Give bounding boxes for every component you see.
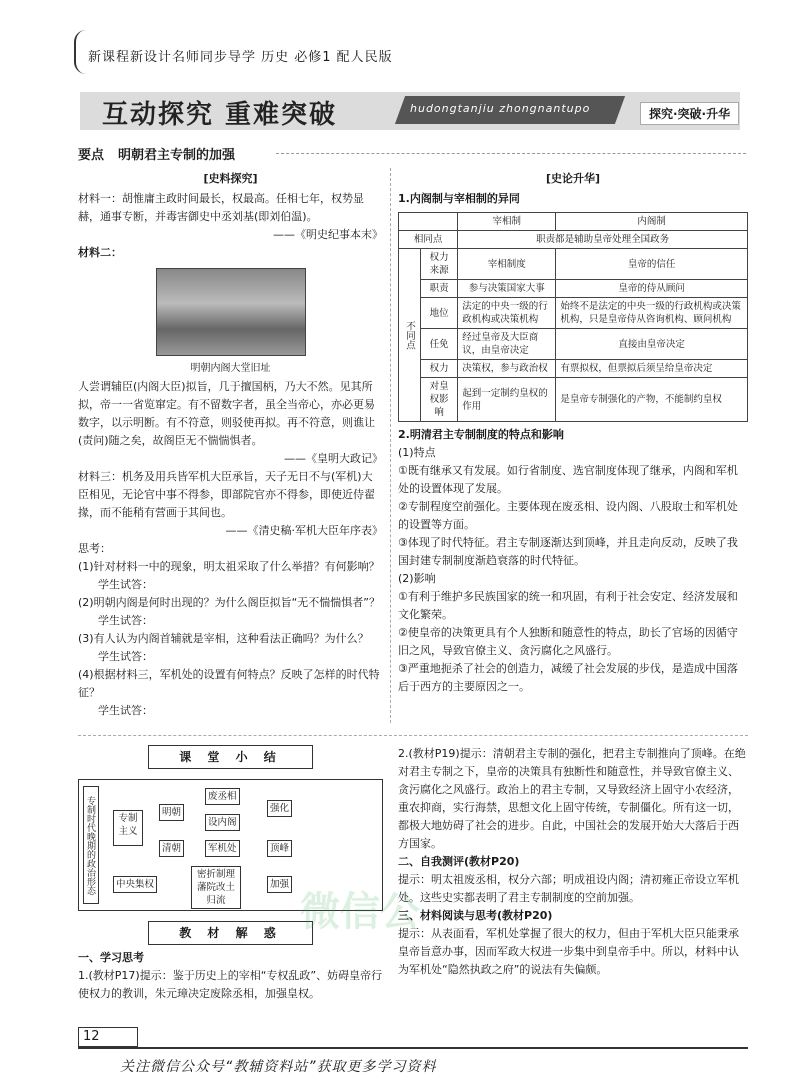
diagram-node: 顶峰 [267,840,292,857]
table-cell: 参与决策国家大事 [458,280,556,298]
table-cell: 始终不是法定的中央一级的行政机构或决策机构，只是皇帝侍从咨询机构、顾问机构 [556,298,748,329]
answer-label: 学生试答： [98,614,153,627]
table-cell: 职责都是辅助皇帝处理全国政务 [458,231,748,249]
cabinet-hall-photo [156,268,306,356]
impact-2: ②使皇帝的决策更具有个人独断和随意性的特点，助长了官场的因循守旧之风，导致官僚主义、贪污腐化之风盛行。 [398,626,738,657]
table-cell: 相同点 [399,231,458,249]
features-label: (1)特点 [398,446,436,459]
analysis-heading: [史论升华] [545,172,601,185]
table-cell: 职责 [421,280,458,298]
diagram-node: 中央集权 [113,876,157,893]
material-2: 人尝谓辅臣(内阁大臣)拟旨，几于擅国柄，乃大不然。见其所拟，帝一一省览窜定。有不留数字者，虽全当帝心，亦必更易数字，以示明断。有不符意，则驳使再拟。再不符意，则谯让(责问)随之矣，故阁臣无不惴惴惧者。 [78,380,375,447]
table-header: 内阁制 [556,213,748,231]
answer-4: 提示：从表面看，军机处掌握了很大的权力，但由于军机大臣只能秉承皇帝旨意办事，因而军政大权进一步集中到皇帝手中。所以，材料中认为军机处“隐然执政之府”的说法有失偏颇。 [398,927,739,976]
feature-2: ②专制程度空前强化。主要体现在废丞相、设内阁、八股取士和军机处的设置等方面。 [398,500,738,531]
answer-2: 2.(教材P19)提示：清朝君主专制的强化，把君主专制推向了顶峰。在绝对君主专制之下，皇帝的决策具有独断性和随意性，并导致官僚主义、贪污腐化之风盛行。政治上的君主专制，又导致经济上固守小农经济，重农抑商，实行海禁，思想文化上固守传统，专制僵化。所有这一切，都极大地妨碍了社会的进步。自此，中国社会的发展开始大大落后于西方国家。 [398,747,746,850]
left-column [78,170,383,720]
learn-heading: 一、学习思考 [78,951,144,964]
section-divider [78,735,748,736]
diagram-node: 加强 [267,876,292,893]
reading-heading: 三、材料阅读与思考(教材P20) [398,909,553,922]
impact-3: ③严重地扼杀了社会的创造力，减缓了社会发展的步伐，是造成中国落后于西方的主要原因之一。 [398,662,738,693]
table-cell: 任免 [421,329,458,360]
impact-1: ①有利于维护多民族国家的统一和巩固，有利于社会安定、经济发展和文化繁荣。 [398,590,738,621]
material-3-source: ——《清史稿·军机大臣年序表》 [225,524,383,537]
diagram-node: 明朝 [159,804,184,821]
table-header: 宰相制 [458,213,556,231]
think-label: 思考： [78,542,111,555]
question-1: (1)针对材料一中的现象，明太祖采取了什么举措？有何影响？ [78,560,380,573]
running-header: 新课程新设计名师同步导学 历史 必修1 配人民版 [88,50,393,65]
diagram-node: 军机处 [205,840,240,857]
self-test-heading: 二、自我测评(教材P20) [398,855,520,868]
table-cell: 决策权，参与政治权 [458,360,556,378]
diagram-node: 设内阁 [205,814,240,831]
answer-3: 提示：明太祖废丞相，权分六部；明成祖设内阁；清初雍正帝设立军机处。这些史实都表明了君主专制制度的空前加强。 [398,873,739,904]
diagram-node: 专制时代晚期的政治形态 [83,786,99,904]
material-2-source: ——《皇明大政记》 [284,452,383,465]
material-2-label: 材料二： [78,246,122,259]
table-cell: 不同点 [399,249,421,422]
lower-left-column [78,745,383,1003]
diagram-node: 强化 [267,800,292,817]
table-cell: 直接由皇帝决定 [556,329,748,360]
summary-title: 课 堂 小 结 [148,745,313,769]
table-cell: 起到一定制约皇权的作用 [458,378,556,422]
right-column [398,170,748,696]
question-3: (3)有人认为内阁首辅就是宰相，这种看法正确吗？为什么？ [78,632,369,645]
table-cell: 皇帝的信任 [556,249,748,280]
page-footer: 关注微信公众号“教辅资料站”获取更多学习资料 [120,1059,437,1075]
answer-1: 1.(教材P17)提示：鉴于历史上的宰相“专权乱政”、妨碍皇帝行使权力的教训，朱元璋决定废除丞相，加强皇权。 [78,969,383,1000]
material-1-source: ——《明史纪事本末》 [273,228,383,241]
lower-right-column [398,745,748,979]
table-cell: 皇帝的侍从顾问 [556,280,748,298]
impact-label: (2)影响 [398,572,436,585]
diagram-node: 专制主义 [113,810,143,846]
answer-label: 学生试答： [98,704,153,717]
feature-3: ③体现了时代特征。君主专制逐渐达到顶峰，并且走向反动，反映了我国封建专制制度渐趋衰落的时代特征。 [398,536,738,567]
question-4: (4)根据材料三，军机处的设置有何特点？反映了怎样的时代特征？ [78,668,380,699]
table-cell: 法定的中央一级的行政机构或决策机构 [458,298,556,329]
subsection-2: 2.明清君主专制制度的特点和影响 [398,428,564,441]
table-cell: 地位 [421,298,458,329]
material-3: 材料三：机务及用兵皆军机大臣承旨，天子无日不与(军机)大臣相见，无论官中事不得参，即部院官亦不得参，即使近侍翟掾，而不能稍有营画于其间也。 [78,470,375,519]
table-cell: 经过皇帝及大臣商议，由皇帝决定 [458,329,556,360]
diagram-node: 清朝 [159,840,184,857]
page-number: 12 [78,1027,138,1047]
table-cell: 对皇权影响 [421,378,458,422]
table-cell: 权力来源 [421,249,458,280]
table-cell: 权力 [421,360,458,378]
diagram-node: 废丞相 [205,788,240,805]
textbook-title: 教 材 解 惑 [148,921,313,945]
column-divider [390,168,391,723]
source-heading: [史料探究] [203,172,258,185]
keypoint-label: 要点 [78,148,105,163]
banner-title: 互动探究 重难突破 [102,100,338,130]
feature-1: ①既有继承又有发展。如行省制度、选官制度体现了继承，内阁和军机处的设置体现了发展。 [398,464,738,495]
table-cell: 是皇帝专制强化的产物，不能制约皇权 [556,378,748,422]
comparison-table [398,212,748,422]
page-rule [78,1047,748,1049]
banner-tag: 探究·突破·升华 [640,102,739,125]
table-cell: 有票拟权，但票拟后须呈给皇帝决定 [556,360,748,378]
answer-label: 学生试答： [98,650,153,663]
diagram-node: 密折制理藩院改土归流 [191,866,241,909]
table-cell: 宰相制度 [458,249,556,280]
subsection-1: 1.内阁制与宰相制的异同 [398,192,520,205]
keypoint-divider [276,153,746,154]
section-banner [80,92,740,130]
answer-label: 学生试答： [98,578,153,591]
keypoint-title: 明朝君主专制的加强 [118,148,236,163]
banner-pinyin: hudongtanjiu zhongnantupo [410,102,591,115]
photo-caption: 明朝内阁大堂旧址 [190,363,271,374]
material-1: 材料一：胡惟庸主政时间最长，权最高。任相七年，权势显赫，通事专断，并毒害御史中丞刘基(即刘伯温)。 [78,192,364,223]
watermark: 微信公 [300,889,420,935]
keypoint-heading [78,144,235,163]
question-2: (2)明朝内阁是何时出现的？为什么阁臣拟旨“无不惴惴惧者”？ [78,596,380,609]
